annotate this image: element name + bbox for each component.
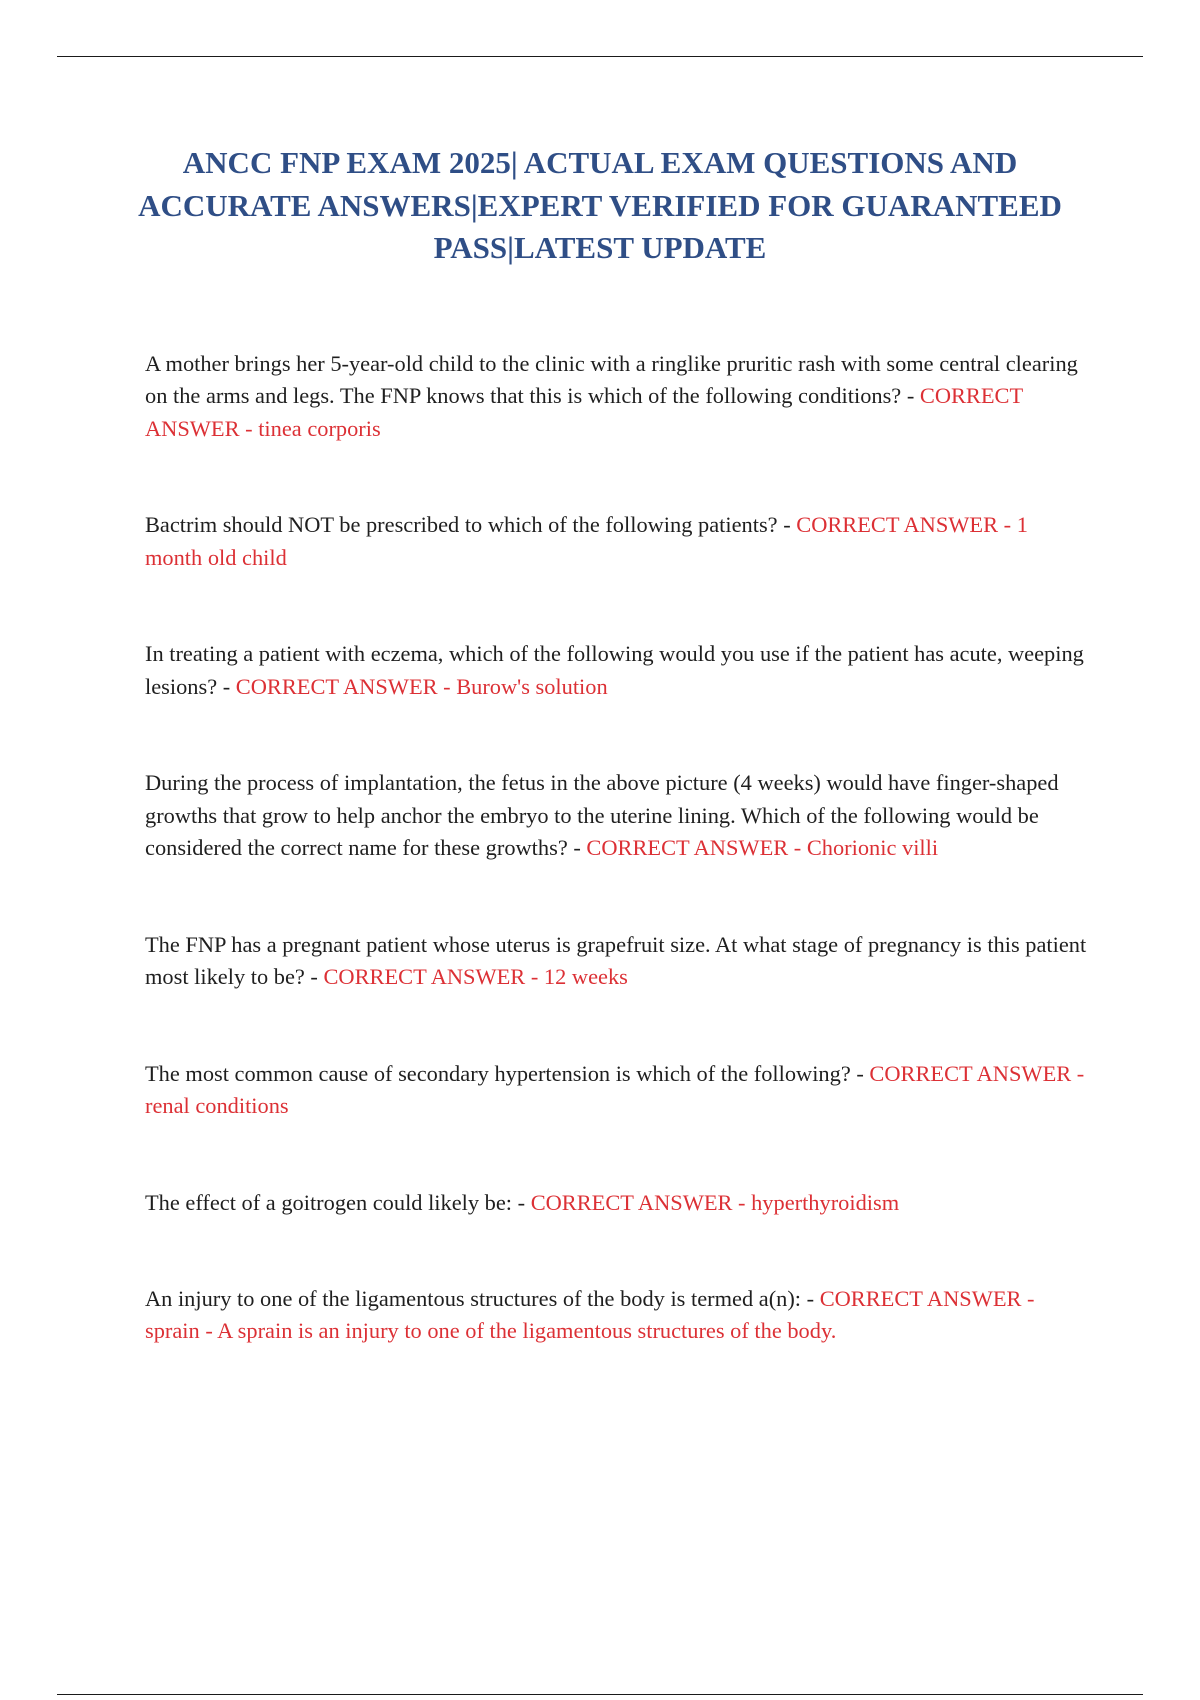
- separator: -: [788, 834, 807, 860]
- separator: -: [437, 673, 457, 699]
- separator: -: [801, 1286, 820, 1312]
- separator: -: [217, 673, 236, 699]
- qa-item: [145, 638, 1090, 703]
- answer-text: renal conditions: [145, 1092, 289, 1118]
- document-title: ANCC FNP EXAM 2025| ACTUAL EXAM QUESTIONS AND ACCURATE ANSWERS|EXPERT VERIFIED FOR GUARANTEED PASS|LATEST UPDATE: [138, 145, 1062, 265]
- answer-text: hyperthyroidism: [751, 1189, 900, 1215]
- answer-label: CORRECT ANSWER: [869, 1060, 1072, 1086]
- separator: -: [777, 512, 797, 538]
- qa-item: [145, 348, 1090, 445]
- answer-label: CORRECT ANSWER: [235, 673, 438, 699]
- answer-text: tinea corporis: [258, 415, 381, 441]
- qa-item: [145, 1283, 1090, 1348]
- separator: -: [304, 963, 324, 989]
- bottom-rule: [57, 1694, 1143, 1695]
- separator: -: [239, 415, 259, 441]
- question-text: The FNP has a pregnant patient whose uterus is grapefruit size. At what stage of pregnancy is this patient most likely to be?: [145, 931, 1087, 989]
- qa-list: [145, 348, 1090, 1348]
- separator: -: [567, 834, 587, 860]
- answer-label: CORRECT ANSWER: [796, 512, 999, 538]
- separator: -: [850, 1060, 870, 1086]
- answer-label: CORRECT ANSWER: [530, 1189, 733, 1215]
- answer-label: CORRECT ANSWER: [586, 834, 789, 860]
- answer-text: Burow's solution: [456, 673, 608, 699]
- qa-item: [145, 1058, 1090, 1123]
- answer-text: 1 month old child: [145, 512, 1028, 570]
- question-text: An injury to one of the ligamentous structures of the body is termed a(n):: [145, 1286, 802, 1312]
- question-text: During the process of implantation, the fetus in the above picture (4 weeks) would have finger-shaped growths that grow to help anchor the embryo to the uterine lining. Which of the following would be considered the correct name for these growths?: [145, 770, 1059, 860]
- answer-text: sprain - A sprain is an injury to one of the ligamentous structures of the body.: [145, 1318, 837, 1344]
- question-text: A mother brings her 5-year-old child to the clinic with a ringlike pruritic rash with some central clearing on the arms and legs. The FNP knows that this is which of the following conditions?: [145, 351, 1078, 409]
- question-text: Bactrim should NOT be prescribed to which of the following patients?: [145, 512, 778, 538]
- separator: -: [512, 1189, 531, 1215]
- qa-item: [145, 1187, 1090, 1219]
- answer-text: 12 weeks: [543, 963, 628, 989]
- question-text: The effect of a goitrogen could likely be:: [145, 1189, 513, 1215]
- separator: -: [1021, 1286, 1035, 1312]
- separator: -: [998, 512, 1017, 538]
- answer-label: CORRECT ANSWER: [819, 1286, 1022, 1312]
- separator: -: [901, 383, 920, 409]
- separator: -: [1071, 1060, 1085, 1086]
- top-rule: [57, 56, 1143, 57]
- answer-text: Chorionic villi: [806, 834, 939, 860]
- question-text: The most common cause of secondary hypertension is which of the following?: [145, 1060, 851, 1086]
- answer-label: CORRECT ANSWER: [323, 963, 526, 989]
- answer-label: CORRECT ANSWER: [145, 383, 1023, 441]
- qa-item: [145, 509, 1090, 574]
- separator: -: [525, 963, 544, 989]
- separator: -: [732, 1189, 752, 1215]
- qa-item: [145, 929, 1090, 994]
- qa-item: [145, 767, 1090, 864]
- question-text: In treating a patient with eczema, which of the following would you use if the patient has acute, weeping lesions?: [145, 641, 1084, 699]
